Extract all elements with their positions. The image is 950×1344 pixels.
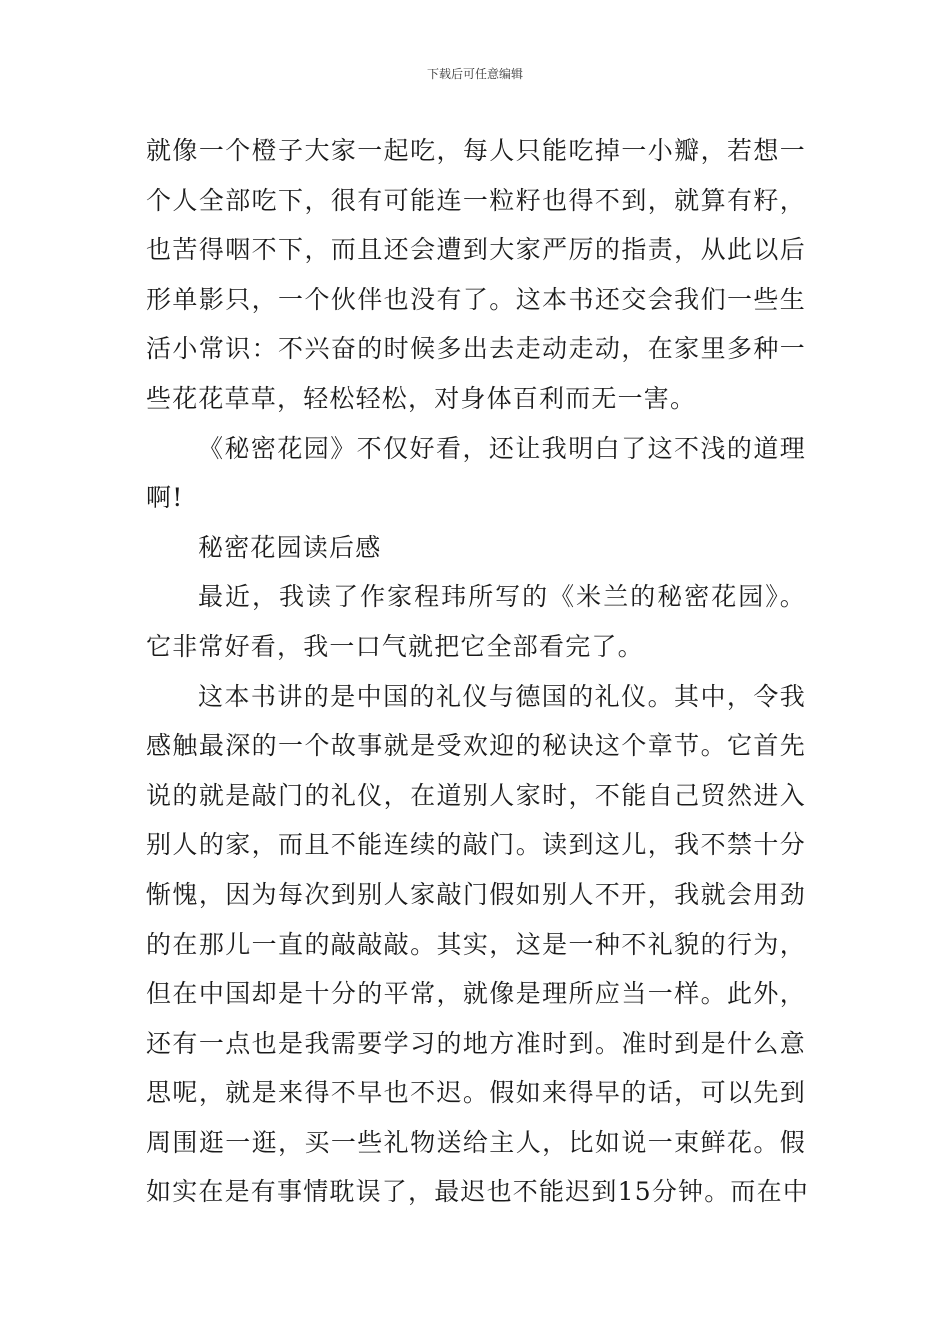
text-line: 个人全部吃下，很有可能连一粒籽也得不到，就算有籽， bbox=[146, 185, 806, 215]
text-line: 还有一点也是我需要学习的地方准时到。准时到是什么意 bbox=[146, 1028, 806, 1058]
text-line: 的在那儿一直的敲敲敲。其实，这是一种不礼貌的行为， bbox=[146, 929, 806, 959]
text-line: 活小常识：不兴奋的时候多出去走动走动，在家里多种一 bbox=[146, 334, 806, 364]
header-note: 下载后可任意编辑 bbox=[426, 67, 523, 81]
text-line: 就像一个橙子大家一起吃，每人只能吃掉一小瓣，若想一 bbox=[146, 136, 806, 165]
text-line: 啊! bbox=[146, 483, 184, 513]
body-text bbox=[146, 126, 810, 1217]
text-line: 但在中国却是十分的平常，就像是理所应当一样。此外， bbox=[146, 979, 806, 1009]
paragraph-start-line: 最近，我读了作家程玮所写的《米兰的秘密花园》。 bbox=[198, 582, 806, 612]
text-line: 些花花草草，轻松轻松，对身体百利而无一害。 bbox=[146, 383, 697, 413]
paragraph-start-line: 《秘密花园》不仅好看，还让我明白了这不浅的道理 bbox=[198, 433, 806, 463]
text-line: 说的就是敲门的礼仪，在道别人家时，不能自己贸然进入 bbox=[146, 780, 806, 810]
text-line: 周围逛一逛，买一些礼物送给主人，比如说一束鲜花。假 bbox=[146, 1127, 806, 1157]
text-line: 惭愧，因为每次到别人家敲门假如别人不开，我就会用劲 bbox=[146, 879, 806, 909]
text-line: 感触最深的一个故事就是受欢迎的秘诀这个章节。它首先 bbox=[146, 731, 806, 761]
text-line: 也苦得咽不下，而且还会遭到大家严厉的指责，从此以后 bbox=[146, 235, 806, 265]
section-title: 秘密花园读后感 bbox=[198, 532, 382, 562]
text-line: 别人的家，而且不能连续的敲门。读到这儿，我不禁十分 bbox=[146, 830, 806, 860]
text-line: 如实在是有事情耽误了，最迟也不能迟到15分钟。而在中 bbox=[146, 1177, 810, 1207]
text-line: 思呢，就是来得不早也不迟。假如来得早的话，可以先到 bbox=[146, 1078, 806, 1108]
text-line: 形单影只，一个伙伴也没有了。这本书还交会我们一些生 bbox=[146, 284, 806, 314]
text-line: 它非常好看，我一口气就把它全部看完了。 bbox=[146, 631, 644, 661]
paragraph-start-line: 这本书讲的是中国的礼仪与德国的礼仪。其中，令我 bbox=[198, 681, 806, 711]
